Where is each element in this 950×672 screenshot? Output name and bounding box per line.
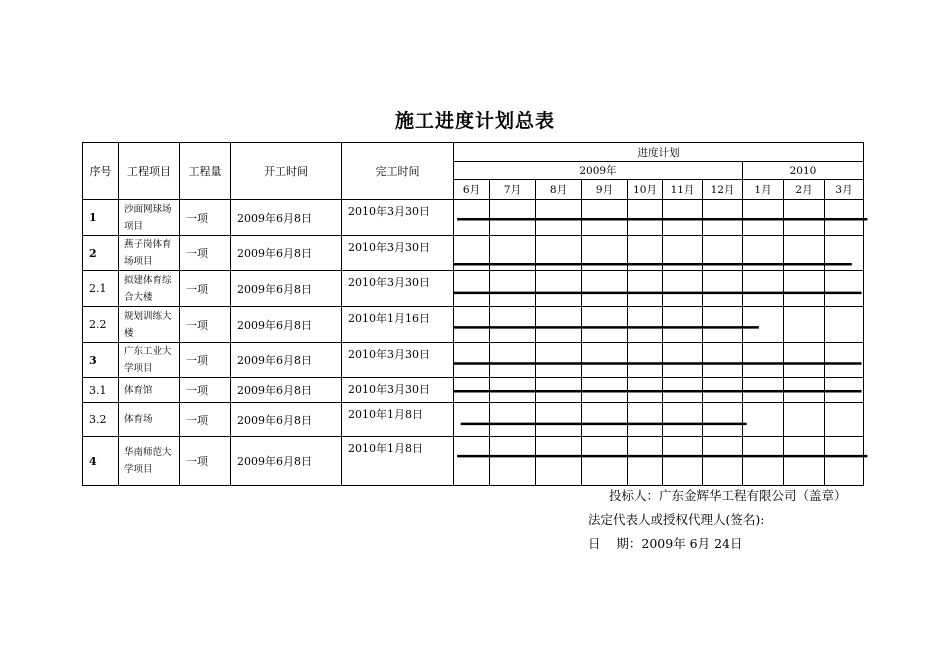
- month-cell: [703, 236, 743, 271]
- month-cell: [454, 200, 490, 236]
- header-month: 1月: [743, 180, 784, 200]
- row-seq: 3.1: [83, 378, 119, 403]
- month-cell: [582, 378, 628, 403]
- month-cell: [743, 437, 784, 486]
- table-row: [83, 378, 864, 403]
- month-cell: [825, 343, 864, 378]
- row-end: 2010年3月30日: [342, 378, 454, 403]
- month-cell: [536, 437, 582, 486]
- month-cell: [536, 343, 582, 378]
- month-cell: [490, 236, 536, 271]
- month-cell: [743, 307, 784, 343]
- month-cell: [536, 378, 582, 403]
- row-project: 拟建体育综合大楼: [119, 271, 180, 307]
- header-month: 3月: [825, 180, 864, 200]
- header-month: 6月: [454, 180, 490, 200]
- row-end: 2010年1月8日: [342, 437, 454, 486]
- month-cell: [784, 343, 825, 378]
- row-end: 2010年3月30日: [342, 200, 454, 236]
- month-cell: [825, 236, 864, 271]
- month-cell: [628, 236, 663, 271]
- row-end: 2010年3月30日: [342, 236, 454, 271]
- month-cell: [784, 403, 825, 437]
- month-cell: [582, 200, 628, 236]
- row-project: 沙面网球场项目: [119, 200, 180, 236]
- month-cell: [663, 271, 703, 307]
- row-quantity: 一项: [180, 271, 231, 307]
- row-project: 体育馆: [119, 378, 180, 403]
- row-project: 体育场: [119, 403, 180, 437]
- month-cell: [825, 200, 864, 236]
- month-cell: [628, 307, 663, 343]
- month-cell: [582, 343, 628, 378]
- header-month: 12月: [703, 180, 743, 200]
- month-cell: [743, 378, 784, 403]
- month-cell: [454, 307, 490, 343]
- month-cell: [628, 271, 663, 307]
- table-row: [83, 271, 864, 307]
- row-end: 2010年3月30日: [342, 271, 454, 307]
- month-cell: [743, 343, 784, 378]
- header-year-2010: 2010: [743, 162, 864, 180]
- row-project: 燕子岗体育场项目: [119, 236, 180, 271]
- row-seq: 2.1: [83, 271, 119, 307]
- header-month: 7月: [490, 180, 536, 200]
- month-cell: [490, 437, 536, 486]
- month-cell: [663, 236, 703, 271]
- month-cell: [582, 403, 628, 437]
- month-cell: [454, 271, 490, 307]
- month-cell: [703, 307, 743, 343]
- month-cell: [490, 271, 536, 307]
- month-cell: [454, 343, 490, 378]
- month-cell: [582, 437, 628, 486]
- header-start: 开工时间: [231, 143, 342, 200]
- row-quantity: 一项: [180, 236, 231, 271]
- row-start: 2009年6月8日: [231, 307, 342, 343]
- month-cell: [825, 437, 864, 486]
- row-end: 2010年1月8日: [342, 403, 454, 437]
- month-cell: [743, 200, 784, 236]
- row-start: 2009年6月8日: [231, 403, 342, 437]
- header-month: 9月: [582, 180, 628, 200]
- row-project: 规划训练大楼: [119, 307, 180, 343]
- month-cell: [628, 403, 663, 437]
- row-quantity: 一项: [180, 343, 231, 378]
- row-project: 华南师范大学项目: [119, 437, 180, 486]
- month-cell: [703, 271, 743, 307]
- month-cell: [663, 403, 703, 437]
- header-month: 10月: [628, 180, 663, 200]
- month-cell: [536, 403, 582, 437]
- row-seq: 2: [83, 236, 119, 271]
- month-cell: [703, 403, 743, 437]
- month-cell: [703, 343, 743, 378]
- table-row: [83, 236, 864, 271]
- row-start: 2009年6月8日: [231, 343, 342, 378]
- table-row: [83, 437, 864, 486]
- month-cell: [454, 437, 490, 486]
- month-cell: [784, 271, 825, 307]
- month-cell: [743, 403, 784, 437]
- month-cell: [490, 307, 536, 343]
- month-cell: [490, 200, 536, 236]
- month-cell: [703, 437, 743, 486]
- header-year-2009: 2009年: [454, 162, 743, 180]
- header-month: 8月: [536, 180, 582, 200]
- bidder-line: 投标人：广东金辉华工程有限公司（盖章）: [609, 488, 847, 503]
- page-title: 施工进度计划总表: [394, 110, 555, 132]
- row-quantity: 一项: [180, 200, 231, 236]
- row-project: 广东工业大学项目: [119, 343, 180, 378]
- month-cell: [490, 378, 536, 403]
- month-cell: [663, 437, 703, 486]
- month-cell: [703, 378, 743, 403]
- header-plan: 进度计划: [454, 143, 864, 162]
- row-seq: 1: [83, 200, 119, 236]
- month-cell: [454, 378, 490, 403]
- month-cell: [663, 307, 703, 343]
- month-cell: [825, 271, 864, 307]
- month-cell: [582, 271, 628, 307]
- table-row: [83, 200, 864, 236]
- month-cell: [536, 271, 582, 307]
- row-seq: 3.2: [83, 403, 119, 437]
- date-line: 日 期：2009年 6月 24日: [588, 536, 743, 551]
- month-cell: [536, 236, 582, 271]
- month-cell: [743, 271, 784, 307]
- row-seq: 4: [83, 437, 119, 486]
- row-start: 2009年6月8日: [231, 271, 342, 307]
- month-cell: [825, 378, 864, 403]
- month-cell: [784, 236, 825, 271]
- row-end: 2010年3月30日: [342, 343, 454, 378]
- header-end: 完工时间: [342, 143, 454, 200]
- table-row: [83, 307, 864, 343]
- month-cell: [663, 200, 703, 236]
- row-quantity: 一项: [180, 307, 231, 343]
- row-start: 2009年6月8日: [231, 378, 342, 403]
- month-cell: [743, 236, 784, 271]
- month-cell: [490, 343, 536, 378]
- month-cell: [628, 437, 663, 486]
- header-quantity: 工程量: [180, 143, 231, 200]
- row-end: 2010年1月16日: [342, 307, 454, 343]
- row-start: 2009年6月8日: [231, 236, 342, 271]
- month-cell: [536, 307, 582, 343]
- row-start: 2009年6月8日: [231, 200, 342, 236]
- month-cell: [703, 200, 743, 236]
- month-cell: [628, 200, 663, 236]
- header-month: 2月: [784, 180, 825, 200]
- month-cell: [784, 200, 825, 236]
- month-cell: [490, 403, 536, 437]
- schedule-table: [82, 142, 864, 486]
- table-row: [83, 343, 864, 378]
- month-cell: [784, 437, 825, 486]
- month-cell: [628, 378, 663, 403]
- month-cell: [784, 307, 825, 343]
- month-cell: [454, 403, 490, 437]
- header-project: 工程项目: [119, 143, 180, 200]
- table-row: [83, 403, 864, 437]
- row-start: 2009年6月8日: [231, 437, 342, 486]
- row-quantity: 一项: [180, 403, 231, 437]
- month-cell: [663, 343, 703, 378]
- month-cell: [825, 307, 864, 343]
- header-seq: 序号: [83, 143, 119, 200]
- representative-line: 法定代表人或授权代理人(签名):: [588, 512, 765, 527]
- month-cell: [536, 200, 582, 236]
- month-cell: [784, 378, 825, 403]
- row-quantity: 一项: [180, 437, 231, 486]
- month-cell: [825, 403, 864, 437]
- month-cell: [454, 236, 490, 271]
- month-cell: [663, 378, 703, 403]
- header-month: 11月: [663, 180, 703, 200]
- row-seq: 2.2: [83, 307, 119, 343]
- month-cell: [582, 236, 628, 271]
- month-cell: [628, 343, 663, 378]
- row-quantity: 一项: [180, 378, 231, 403]
- month-cell: [582, 307, 628, 343]
- row-seq: 3: [83, 343, 119, 378]
